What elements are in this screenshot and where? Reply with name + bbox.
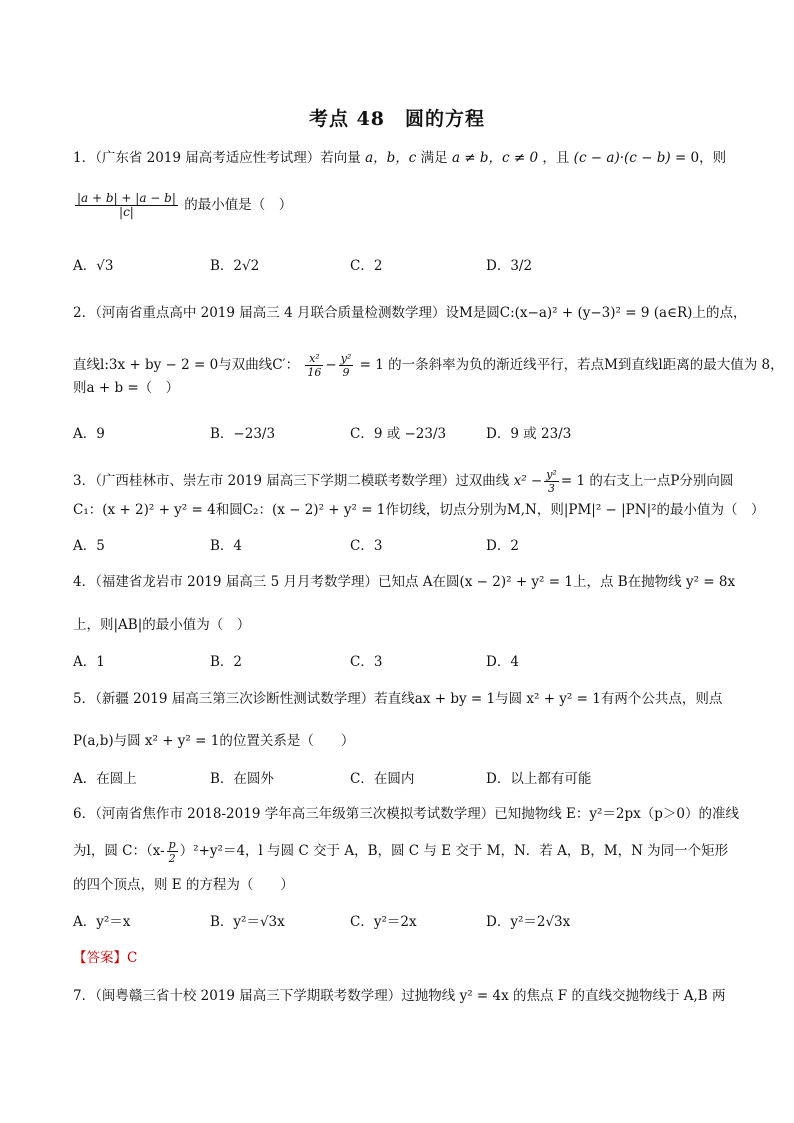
q6-line1: 6．（河南省焦作市 2018-2019 学年高三年级第三次模拟考试数学理）已知抛物线 E：y²＝2px（p＞0）的准线 [73,806,739,822]
q1-cond2: ，且 [542,150,570,166]
q1-vectors: a，b，c [365,150,417,166]
q6-line2a: 为l，圆 C：（x- [73,843,165,859]
q6-line2 [73,838,728,865]
option-b: B．y²＝√3x [210,914,285,930]
q3-line2: C₁：(x + 2)² + y² = 4和圆C₂：(x − 2)² + y² = 1作切线，切点分别为M,N，则|PM|² − |PN|²的最小值为（ ） [73,502,765,518]
q3-line1a: 3．（广西桂林市、崇左市 2019 届高三下学期二模联考数学理）过双曲线 [73,473,510,489]
q6-fraction: $\frac{p}{2}$ [168,838,176,865]
option-c: C．y²＝2x [350,914,417,930]
option-d: D．2 [486,538,519,554]
q5-line1: 5．（新疆 2019 届高三第三次诊断性测试数学理）若直线ax + by = 1与圆 x² + y² = 1有两个公共点，则点 [73,691,723,707]
q4-line2: 上，则|AB|的最小值为（ ） [73,617,251,633]
option-a: A．5 [73,538,105,554]
q2-line2a: 直线l:3x + by − 2 = 0与双曲线C′： [73,357,300,373]
option-a: A．9 [73,426,105,442]
q1-dot-product: (c − a)·(c − b) [573,150,671,166]
option-d: D．以上都有可能 [486,771,592,787]
q1-stem: 1．（广东省 2019 届高考适应性考试理）若向量 [73,150,361,166]
q2-line2: 直线l:3x + by − 2 = 0与双曲线C′： $\frac{\text{x²}}{16}$ − $\frac{\text{y²}}{9}$ = 1 的一条斜率为负的渐近线平行，若点M到直线l距离的最大值为 8， [73,352,784,379]
q6-options [73,912,753,932]
option-a: A．在圆上 [73,771,137,787]
q3-line1b: 的右支上一点P分别向圆 [589,473,734,489]
option-d: D．y²＝2√3x [486,914,571,930]
option-c: C．在圆内 [350,771,415,787]
q1-expr: = 0，则 [674,150,727,166]
q3-line1: 3．（广西桂林市、崇左市 2019 届高三下学期二模联考数学理）过双曲线 x² − $\frac{\text{y²}}{3}$ = 1 的右支上一点P分别向圆 [73,468,734,495]
q1-cond: 满足 [420,150,448,166]
option-b: B．4 [210,538,243,554]
q2-hyperbola-y: $\frac{\text{y²}}{9}$ [340,352,352,379]
option-a: A．1 [73,654,105,670]
option-d: D．9 或 23/3 [486,426,572,442]
option-d: D．4 [486,654,519,670]
page-title: 考点 48 圆的方程 [308,108,486,130]
q5-options [73,769,753,789]
q6-line2b: ）²+y²＝4，l 与圆 C 交于 A，B，圆 C 与 E 交于 M，N．若 A，B，M，N 为同一个矩形 [179,843,729,859]
option-c: C．9 或 −23/3 [350,426,447,442]
q1-condition-math: a ≠ b，c ≠ 0 [451,150,539,166]
q7-line1: 7．（闽粤赣三省十校 2019 届高三下学期联考数学理）过抛物线 y² = 4x 的焦点 F 的直线交抛物线于 A,B 两 [73,988,726,1004]
option-c: C．3 [350,538,383,554]
q6-line3: 的四个顶点，则 E 的方程为（ ） [73,877,294,893]
q4-options [73,652,753,672]
option-a: A．√3 [73,258,114,274]
q1-line2 [73,192,292,219]
q2-line3: 则a + b =（ ） [73,380,180,396]
q1-options [73,256,753,276]
option-b: B．在圆外 [210,771,274,787]
option-b: B．−23/3 [210,426,276,442]
option-b: B．2√2 [210,258,260,274]
answer-label: 【答案】C [73,950,138,966]
q2-line1: 2．（河南省重点高中 2019 届高三 4 月联合质量检测数学理）设M是圆C:(x−a)² + (y−3)² = 9 (a∈R)上的点， [73,305,747,321]
q3-options [73,536,753,556]
option-a: A．y²＝x [73,914,131,930]
option-c: C．2 [350,258,383,274]
q1-fraction: $\frac{|a + b| + |a - b|}{|c|}$ [77,191,176,219]
q1-line1 [73,148,726,168]
q5-line2: P(a,b)与圆 x² + y² = 1的位置关系是（ ） [73,733,355,749]
option-d: D．3/2 [486,258,533,274]
q3-hyperbola: $\frac{\text{y²}}{3}$ [546,468,557,495]
q2-options [73,424,753,444]
option-b: B．2 [210,654,243,670]
q1-line2-text: 的最小值是（ ） [184,197,293,213]
q2-line2b: 的一条斜率为负的渐近线平行，若点M到直线l距离的最大值为 8， [388,357,784,373]
q4-line1: 4．（福建省龙岩市 2019 届高三 5 月月考数学理）已知点 A在圆(x − 2)² + y² = 1上，点 B在抛物线 y² = 8x [73,574,736,590]
option-c: C．3 [350,654,383,670]
q2-hyperbola-x: $\frac{\text{x²}}{16}$ [307,352,322,379]
